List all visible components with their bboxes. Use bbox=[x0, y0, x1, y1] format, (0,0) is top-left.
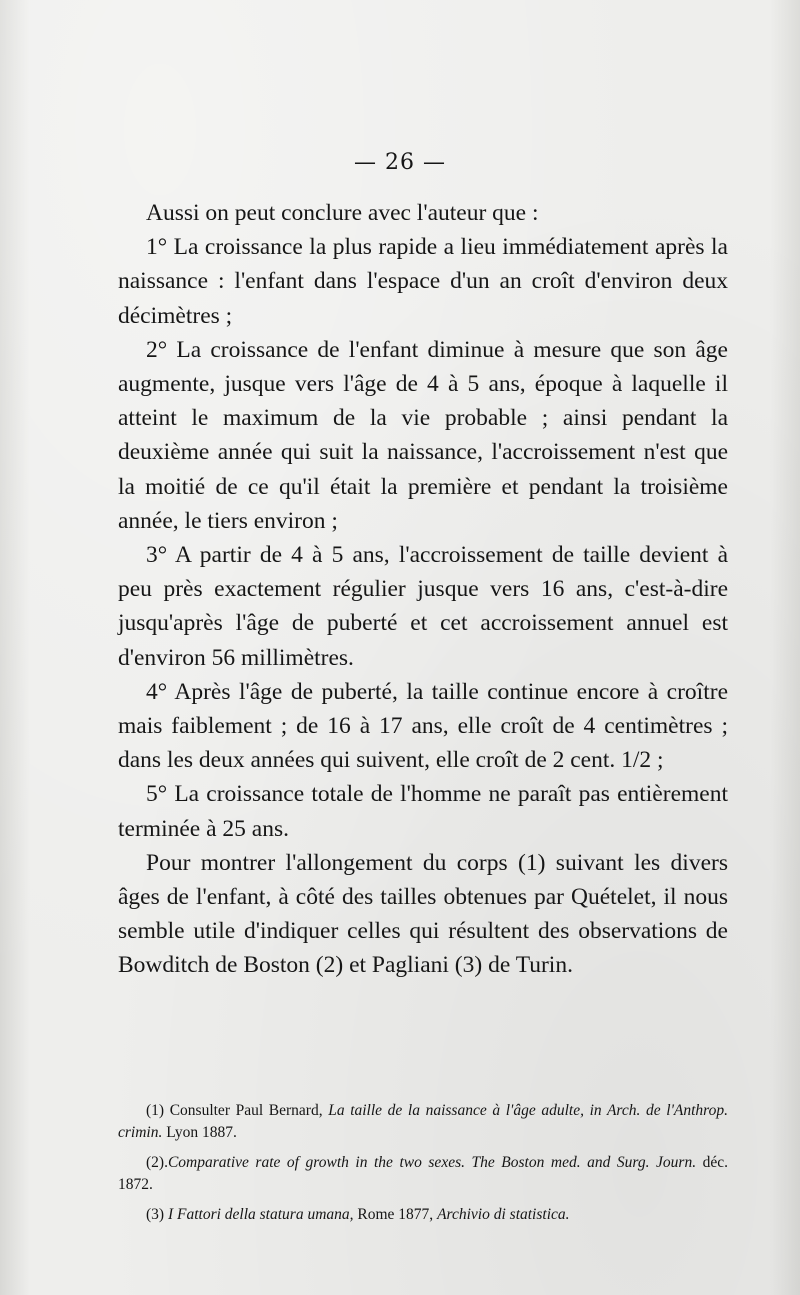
paragraph-point-1: 1° La croissance la plus rapide a lieu immédiatement après la naissance : l'enfant dans l'espace d'un an croît d'environ deux décimètres ; bbox=[118, 234, 728, 329]
footnote-text: Rome 1877, bbox=[353, 1206, 438, 1223]
footnote-title: Comparative rate of growth in the two sexes. The Boston med. and Surg. Journ. bbox=[167, 1154, 697, 1171]
footnote-text: Consulter Paul Bernard, bbox=[169, 1102, 329, 1119]
footnote-1 bbox=[118, 1100, 728, 1143]
footnote-journal: Archivio di statistica. bbox=[437, 1206, 570, 1223]
footnote-marker: (2) bbox=[146, 1154, 165, 1171]
footnote-3 bbox=[118, 1204, 728, 1226]
footnotes bbox=[118, 1100, 728, 1235]
footnote-title: I Fattori della statura umana, bbox=[167, 1206, 354, 1223]
paragraph-point-2: 2° La croissance de l'enfant diminue à mesure que son âge augmente, jusque vers l'âge de 4 à 5 ans, époque à laquelle il atteint le maximum de la vie probable ; ainsi pendant la deuxième année qui suit la naissance, l'accroissement n'est que la moitié de ce qu'il était la première et pendant la troisième année, le tiers environ ; bbox=[118, 336, 728, 534]
paragraph-intro: Aussi on peut conclure avec l'auteur que : bbox=[146, 200, 539, 226]
paragraph-conclusion: Pour montrer l'allongement du corps (1) suivant les divers âges de l'enfant, à côté des tailles obtenues par Quételet, il nous semble utile d'indiquer celles qui résultent des observations de Bowditch de Boston (2) et Pagliani (3) de Turin. bbox=[118, 849, 728, 979]
footnote-2 bbox=[118, 1152, 728, 1195]
footnote-marker: (3) bbox=[146, 1206, 165, 1223]
paragraph-point-5: 5° La croissance totale de l'homme ne paraît pas entièrement terminée à 25 ans. bbox=[118, 781, 728, 842]
paragraph-point-3: 3° A partir de 4 à 5 ans, l'accroissement de taille devient à peu près exactement régulier jusque vers 16 ans, c'est-à-dire jusqu'après l'âge de puberté et cet accroissement annuel est d'environ 56 millimètres. bbox=[118, 542, 728, 671]
footnote-title: La taille de la naissance à l'âge adulte, in Arch. de l'Anthrop. crimin. bbox=[118, 1102, 728, 1141]
footnote-marker: (1) bbox=[146, 1102, 165, 1119]
body-text bbox=[118, 196, 728, 983]
footnote-text: déc. 1872. bbox=[118, 1154, 728, 1193]
paragraph-point-4: 4° Après l'âge de puberté, la taille continue encore à croître mais faiblement ; de 16 à 17 ans, elle croît de 4 centimètres ; dans les deux années qui suivent, elle croît de 2 cent. 1/2 ; bbox=[118, 678, 728, 774]
page-number: — 26 — bbox=[354, 150, 446, 175]
footnote-text: . bbox=[164, 1154, 168, 1171]
footnote-text: Lyon 1887. bbox=[162, 1123, 237, 1141]
